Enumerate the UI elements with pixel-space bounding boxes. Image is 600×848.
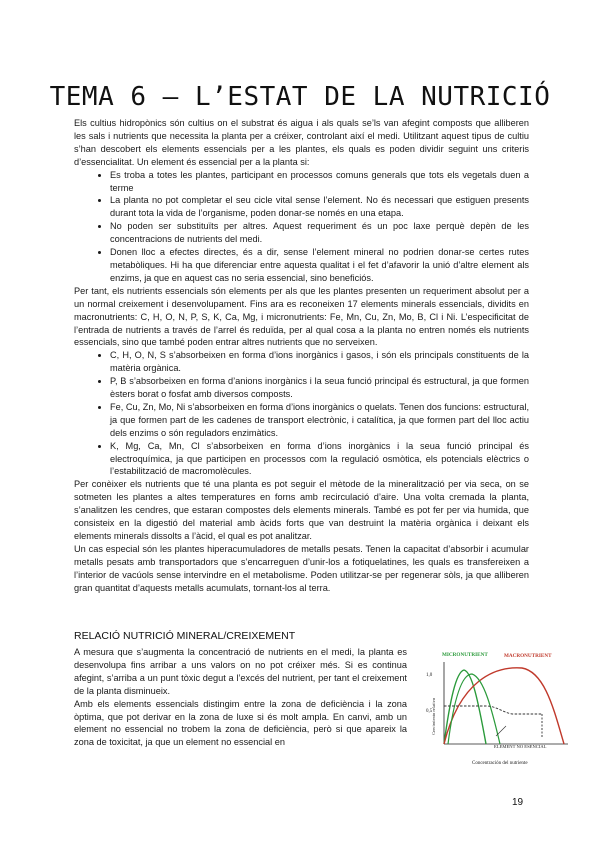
criteria-item: • Donen lloc a efectes directes, és a dir, sense l’element mineral no podrien donar-se certes rutes metabòliques. Hi ha que diferenciar entre aquesta qualitat i el fet d’afavorir la unió d’altre element als enzims, ja que en aquest cas no seria essencial, sino beneficiós. [110,246,529,285]
nutrient-group-item: • Fe, Cu, Zn, Mo, Ni s’absorbeixen en forma d’ions inorgànics o quelats. Tenen dos funcions: estructural, ja que formen part de les cadenes de transport electrònic, i catalítica, ja que formen part del lloc actiu dels enzims o són reguladors enzimàtics. [110,401,529,440]
essential-nutrients-paragraph: Per tant, els nutrients essencials són elements per als que les plantes presenten un requeriment absolut per a un normal creixement i desenvolupament. Fins ara es reconeixen 17 elements minerals essencials, dividits en macronutrients: C, H, O, N, P, S, K, Ca, Mg, i micronutrients: Fe, Mn, Cu, Zn, Mo, B, Cl i Ni. L’especificitat de l’entrada de nutrients a través de l’arrel és reduïda, per al qual cosa a la planta no entren només els nutrients essencials, sino que també poden entrar altres nutrients que no serveixen. [74,285,529,348]
nutrient-growth-figure [420,640,570,780]
criteria-item: • No poden ser substituïts per altres. Aquest requeriment és un poc laxe perquè depèn de les concentracions de nutrients del medi. [110,220,529,246]
macronutrient-label: MACRONUTRIENT [504,653,552,659]
page-title: TEMA 6 – L’ESTAT DE LA NUTRICIÓ [49,82,551,112]
hyperaccumulator-paragraph: Un cas especial són les plantes hiperacumuladores de metalls pesats. Tenen la capacitat d’absorbir i acumular metalls pesats amb transportadors que s’encarreguen d’unir-los a fotiquelatines, les quals es transfereixen a l’interior de vacúols sense intervindre en el metabolisme. Poden utilitzar-se per regenerar sòls, ja que alliberen gran quantitat d’aquests metalls acumulats, tornant-los al terra. [74,543,529,593]
x-axis-label: Concentración del nutriente [472,761,528,766]
section-title: RELACIÓ NUTRICIÓ MINERAL/CREIXEMENT [74,630,296,642]
micronutrient-label: MICRONUTRIENT [442,652,488,658]
page-number: 19 [512,797,524,808]
growth-paragraph: A mesura que s’augmenta la concentració de nutrients en el medi, la planta es desenvolupa fins arribar a uns valors on no pot créixer més. Si es continua afegint, s’arriba a un punt tòxic degut a l’excés del nutrient, per tant el creixement de la planta disminueix. [74,647,407,696]
growth-relation-text [74,646,407,749]
y-axis-label: Crecimiento relativo [431,697,436,735]
intro-paragraph: Els cultius hidropònics són cultius on el substrat és aigua i als quals se’ls van afegint composts que alliberen les sals i nutrients que necessita la planta per a créixer, controlant així el medi. Utilitzant aquest tipus de cultiu s’han descobert els elements essencials per a les plantes, els quals es poden dividir seguint uns criteris d’essencialitat. Un element és essencial per a la planta si: [74,118,529,167]
y-tick-top: 1,0 [426,673,433,678]
nutrient-groups-list [74,349,529,478]
nonessential-label: ELEMENT NO ESENCIAL [494,744,547,749]
mineralization-paragraph: Per conèixer els nutrients que té una planta es pot seguir el mètode de la mineralització per via seca, on se sotmeten les plantes a altes temperatures en forns amb recirculació d’aire. Una volta cremada la planta, s’analitzen les cendres, que estaran compostes dels elements minerals. També es pot fer per via humida, que consisteix en la digestió del material amb àcids forts que van destruint la matèria orgànica i deixant els elements minerals dissolts a l’àcid, el qual es pot analitzar. [74,479,529,541]
nonessential-curve [444,706,542,714]
essentiality-criteria-list [74,169,529,285]
nutrient-group-item: • C, H, O, N, S s’absorbeixen en forma d’ions inorgànics i gasos, i són els principals constituents de la matèria orgànica. [110,349,529,375]
nutrient-group-item: • P, B s’absorbeixen en forma d’anions inorgànics i la seua funció principal és estructural, ja que formen èsters borat o fosfat amb diversos composts. [110,375,529,401]
zones-paragraph: Amb els elements essencials distingim entre la zona de deficiència i la zona òptima, que pot derivar en la zona de luxe si és molt ampla. En canvi, amb un element no essencial no trobem la zona de deficiència, però si que apareix la zona de toxicitat, ja que un element no essencial en [74,698,407,748]
main-content [74,117,529,595]
nutrient-group-item: • K, Mg, Ca, Mn, Cl s’absorbeixen en forma d’ions inorgànics i la seua funció principal és electroquímica, ja que participen en processos com la regulació osmòtica, els potencials elèctrics o l’estabilització de macromolècules. [110,440,529,479]
nonessential-pointer [496,726,506,736]
criteria-item: • Es troba a totes les plantes, participant en processos comuns generals que tots els vegetals duen a terme [110,169,529,195]
criteria-item: • La planta no pot completar el seu cicle vital sense l’element. No és necessari que estiguen presents durant tota la vida de l’organisme, poden donar-se només en una etapa. [110,194,529,220]
y-tick-mid: 0,5 [426,709,433,714]
